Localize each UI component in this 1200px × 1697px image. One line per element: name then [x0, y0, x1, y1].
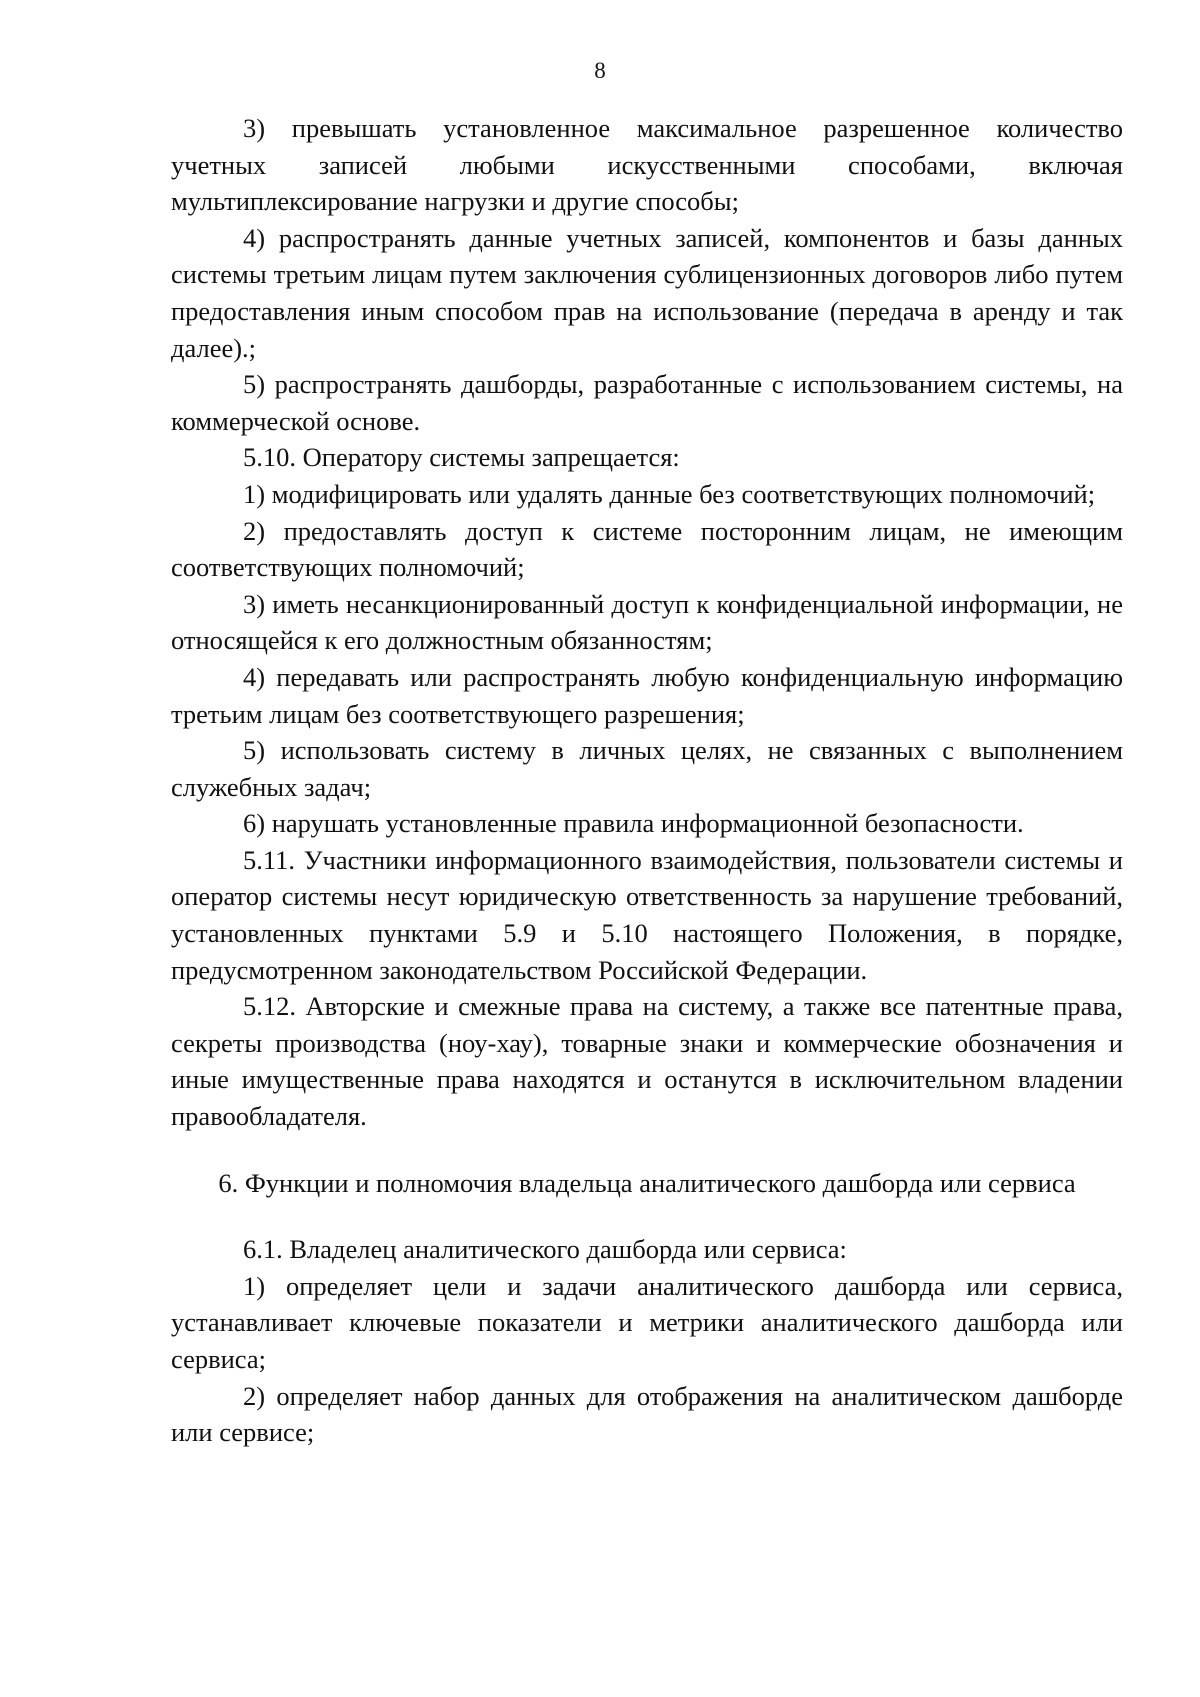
- document-body: [171, 110, 1123, 1451]
- clause-5-10-item-2: 2) предоставлять доступ к системе посторонним лицам, не имеющим соответствующих полномочий;: [171, 515, 1123, 583]
- clause-6-1: 6.1. Владелец аналитического дашборда или сервиса:: [243, 1234, 847, 1265]
- clause-5-12: 5.12. Авторские и смежные права на систему, а также все патентные права, секреты производства (ноу-хау), товарные знаки и коммерческие обозначения и иные имущественные права находятся и останутся в исключительном владении правообладателя.: [171, 991, 1123, 1132]
- list-item-5-distribute-dashboards: 5) распространять дашборды, разработанные с использованием системы, на коммерческой основе.: [171, 369, 1123, 436]
- clause-5-10-item-4: 4) передавать или распространять любую конфиденциальную информацию третьим лицам без соответствующего разрешения;: [171, 661, 1123, 729]
- clause-5-10-item-3: 3) иметь несанкционированный доступ к конфиденциальной информации, не относящейся к его должностным обязанностям;: [171, 588, 1123, 656]
- clause-5-10-item-1: 1) модифицировать или удалять данные без соответствующих полномочий;: [243, 478, 1096, 509]
- list-item-3-exceed-accounts: 3) превышать установленное максимальное разрешенное количество учетных записей любыми искусственными способами, включая мультиплексирование нагрузки и другие способы;: [171, 113, 1123, 217]
- page-number: 8: [594, 58, 606, 83]
- clause-5-10: 5.10. Оператору системы запрещается:: [243, 442, 680, 473]
- clause-5-11: 5.11. Участники информационного взаимодействия, пользователи системы и оператор системы несут юридическую ответственность за нарушение требований, установленных пунктами 5.9 и 5.10 настоящего Положения, в порядке, предусмотренном законодательством Российской Федерации.: [171, 844, 1123, 985]
- list-item-4-distribute-data: 4) распространять данные учетных записей, компонентов и базы данных системы третьим лицам путем заключения сублицензионных договоров либо путем предоставления иным способом прав на использование (передача в аренду и так далее).;: [171, 222, 1123, 363]
- clause-6-1-item-2: 2) определяет набор данных для отображения на аналитическом дашборде или сервисе;: [171, 1380, 1123, 1448]
- clause-5-10-item-5: 5) использовать систему в личных целях, не связанных с выполнением служебных задач;: [171, 735, 1123, 802]
- clause-6-1-item-1: 1) определяет цели и задачи аналитического дашборда или сервиса, устанавливает ключевые показатели и метрики аналитического дашборда или сервиса;: [171, 1270, 1123, 1374]
- section-6-heading: 6. Функции и полномочия владельца аналитического дашборда или сервиса: [218, 1167, 1076, 1198]
- clause-5-10-item-6: 6) нарушать установленные правила информационной безопасности.: [243, 808, 1024, 839]
